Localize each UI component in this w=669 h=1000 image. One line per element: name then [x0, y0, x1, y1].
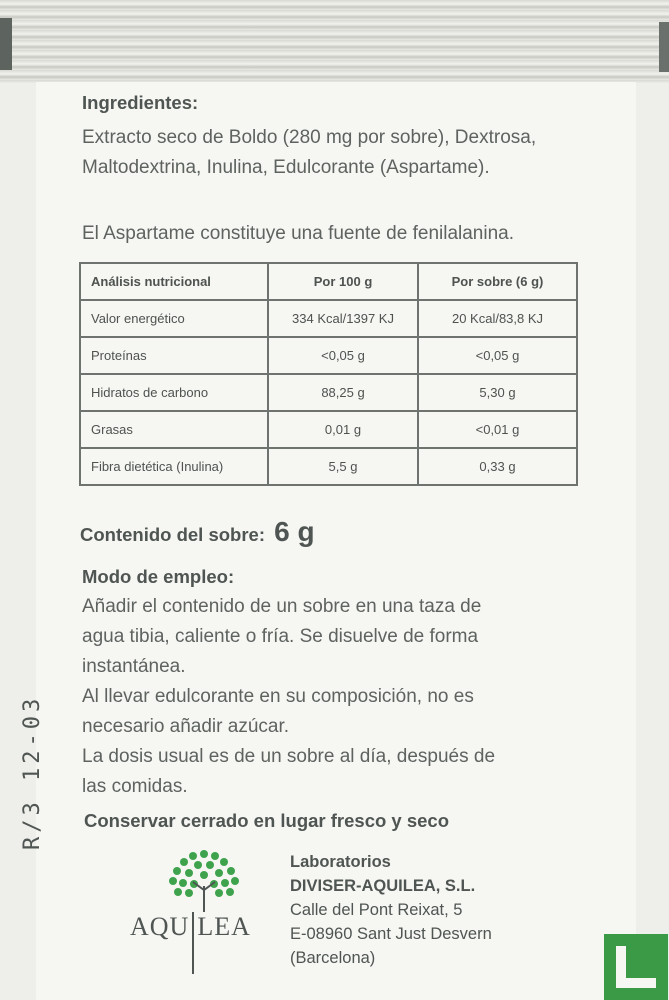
nutrient-name: Proteínas — [80, 337, 268, 374]
table-row — [80, 374, 577, 411]
per-100g-value: 88,25 g — [268, 374, 418, 411]
batch-code: R/3 12-03 — [20, 694, 45, 850]
per-100g-value: <0,05 g — [268, 337, 418, 374]
nutrition-table — [79, 262, 578, 486]
ingredients-note: El Aspartame constituye una fuente de fenilalanina. — [82, 223, 515, 244]
usage-line: Añadir el contenido de un sobre en una taza de — [82, 596, 482, 617]
sachet-content — [80, 516, 315, 548]
usage-line: instantánea. — [82, 656, 186, 677]
per-100g-value: 0,01 g — [268, 411, 418, 448]
usage-line: agua tibia, caliente o fría. Se disuelve de forma — [82, 626, 479, 647]
per-sachet-value: <0,05 g — [418, 337, 577, 374]
seal-tab-right — [659, 22, 669, 72]
table-row — [80, 300, 577, 337]
table-row — [80, 411, 577, 448]
usage-body — [82, 592, 602, 802]
lab-info — [290, 850, 492, 970]
tree-logo-icon — [165, 846, 243, 912]
per-100g-value: 334 Kcal/1397 KJ — [268, 300, 418, 337]
usage-line: necesario añadir azúcar. — [82, 716, 290, 737]
lab-address-line2: E-08960 Sant Just Desvern — [290, 925, 492, 943]
sachet-content-label: Contenido del sobre: — [80, 524, 265, 545]
lab-address-line1: Calle del Pont Reixat, 5 — [290, 901, 463, 919]
nutrient-name: Grasas — [80, 411, 268, 448]
per-sachet-value: <0,01 g — [418, 411, 577, 448]
nutrition-header: Por sobre (6 g) — [418, 263, 577, 300]
usage-line: Al llevar edulcorante en su composición, no es — [82, 686, 474, 707]
per-100g-value: 5,5 g — [268, 448, 418, 485]
ingredients-body: Extracto seco de Boldo (280 mg por sobre), Dextrosa, Maltodextrina, Inulina, Edulcorante (Aspartame). — [82, 127, 537, 178]
usage-title: Modo de empleo: — [82, 566, 235, 587]
green-corner-icon — [604, 934, 668, 1000]
brand-logo-text-right: LEA — [197, 912, 251, 941]
table-row — [80, 337, 577, 374]
per-sachet-value: 20 Kcal/83,8 KJ — [418, 300, 577, 337]
logo-bar — [192, 912, 194, 974]
nutrition-header-row — [80, 263, 577, 300]
per-sachet-value: 5,30 g — [418, 374, 577, 411]
usage-line: las comidas. — [82, 776, 188, 797]
nutrient-name: Hidratos de carbono — [80, 374, 268, 411]
lab-name-line1: Laboratorios — [290, 853, 391, 871]
brand-logo-text-left: AQU — [130, 912, 190, 941]
brand-logo-text — [130, 912, 251, 974]
sachet-content-value: 6 g — [274, 516, 315, 547]
nutrition-header: Análisis nutricional — [80, 263, 268, 300]
per-sachet-value: 0,33 g — [418, 448, 577, 485]
lab-name-line2: DIVISER-AQUILEA, S.L. — [290, 877, 476, 895]
nutrition-header: Por 100 g — [268, 263, 418, 300]
ingredients-title: Ingredientes: — [82, 92, 199, 113]
nutrient-name: Valor energético — [80, 300, 268, 337]
nutrient-name: Fibra dietética (Inulina) — [80, 448, 268, 485]
storage-instructions: Conservar cerrado en lugar fresco y seco — [84, 810, 450, 831]
seal-tab-left — [0, 18, 12, 70]
lab-address-line3: (Barcelona) — [290, 949, 376, 967]
table-row — [80, 448, 577, 485]
sachet-seal-strip — [0, 0, 669, 84]
usage-line: La dosis usual es de un sobre al día, después de — [82, 746, 496, 767]
